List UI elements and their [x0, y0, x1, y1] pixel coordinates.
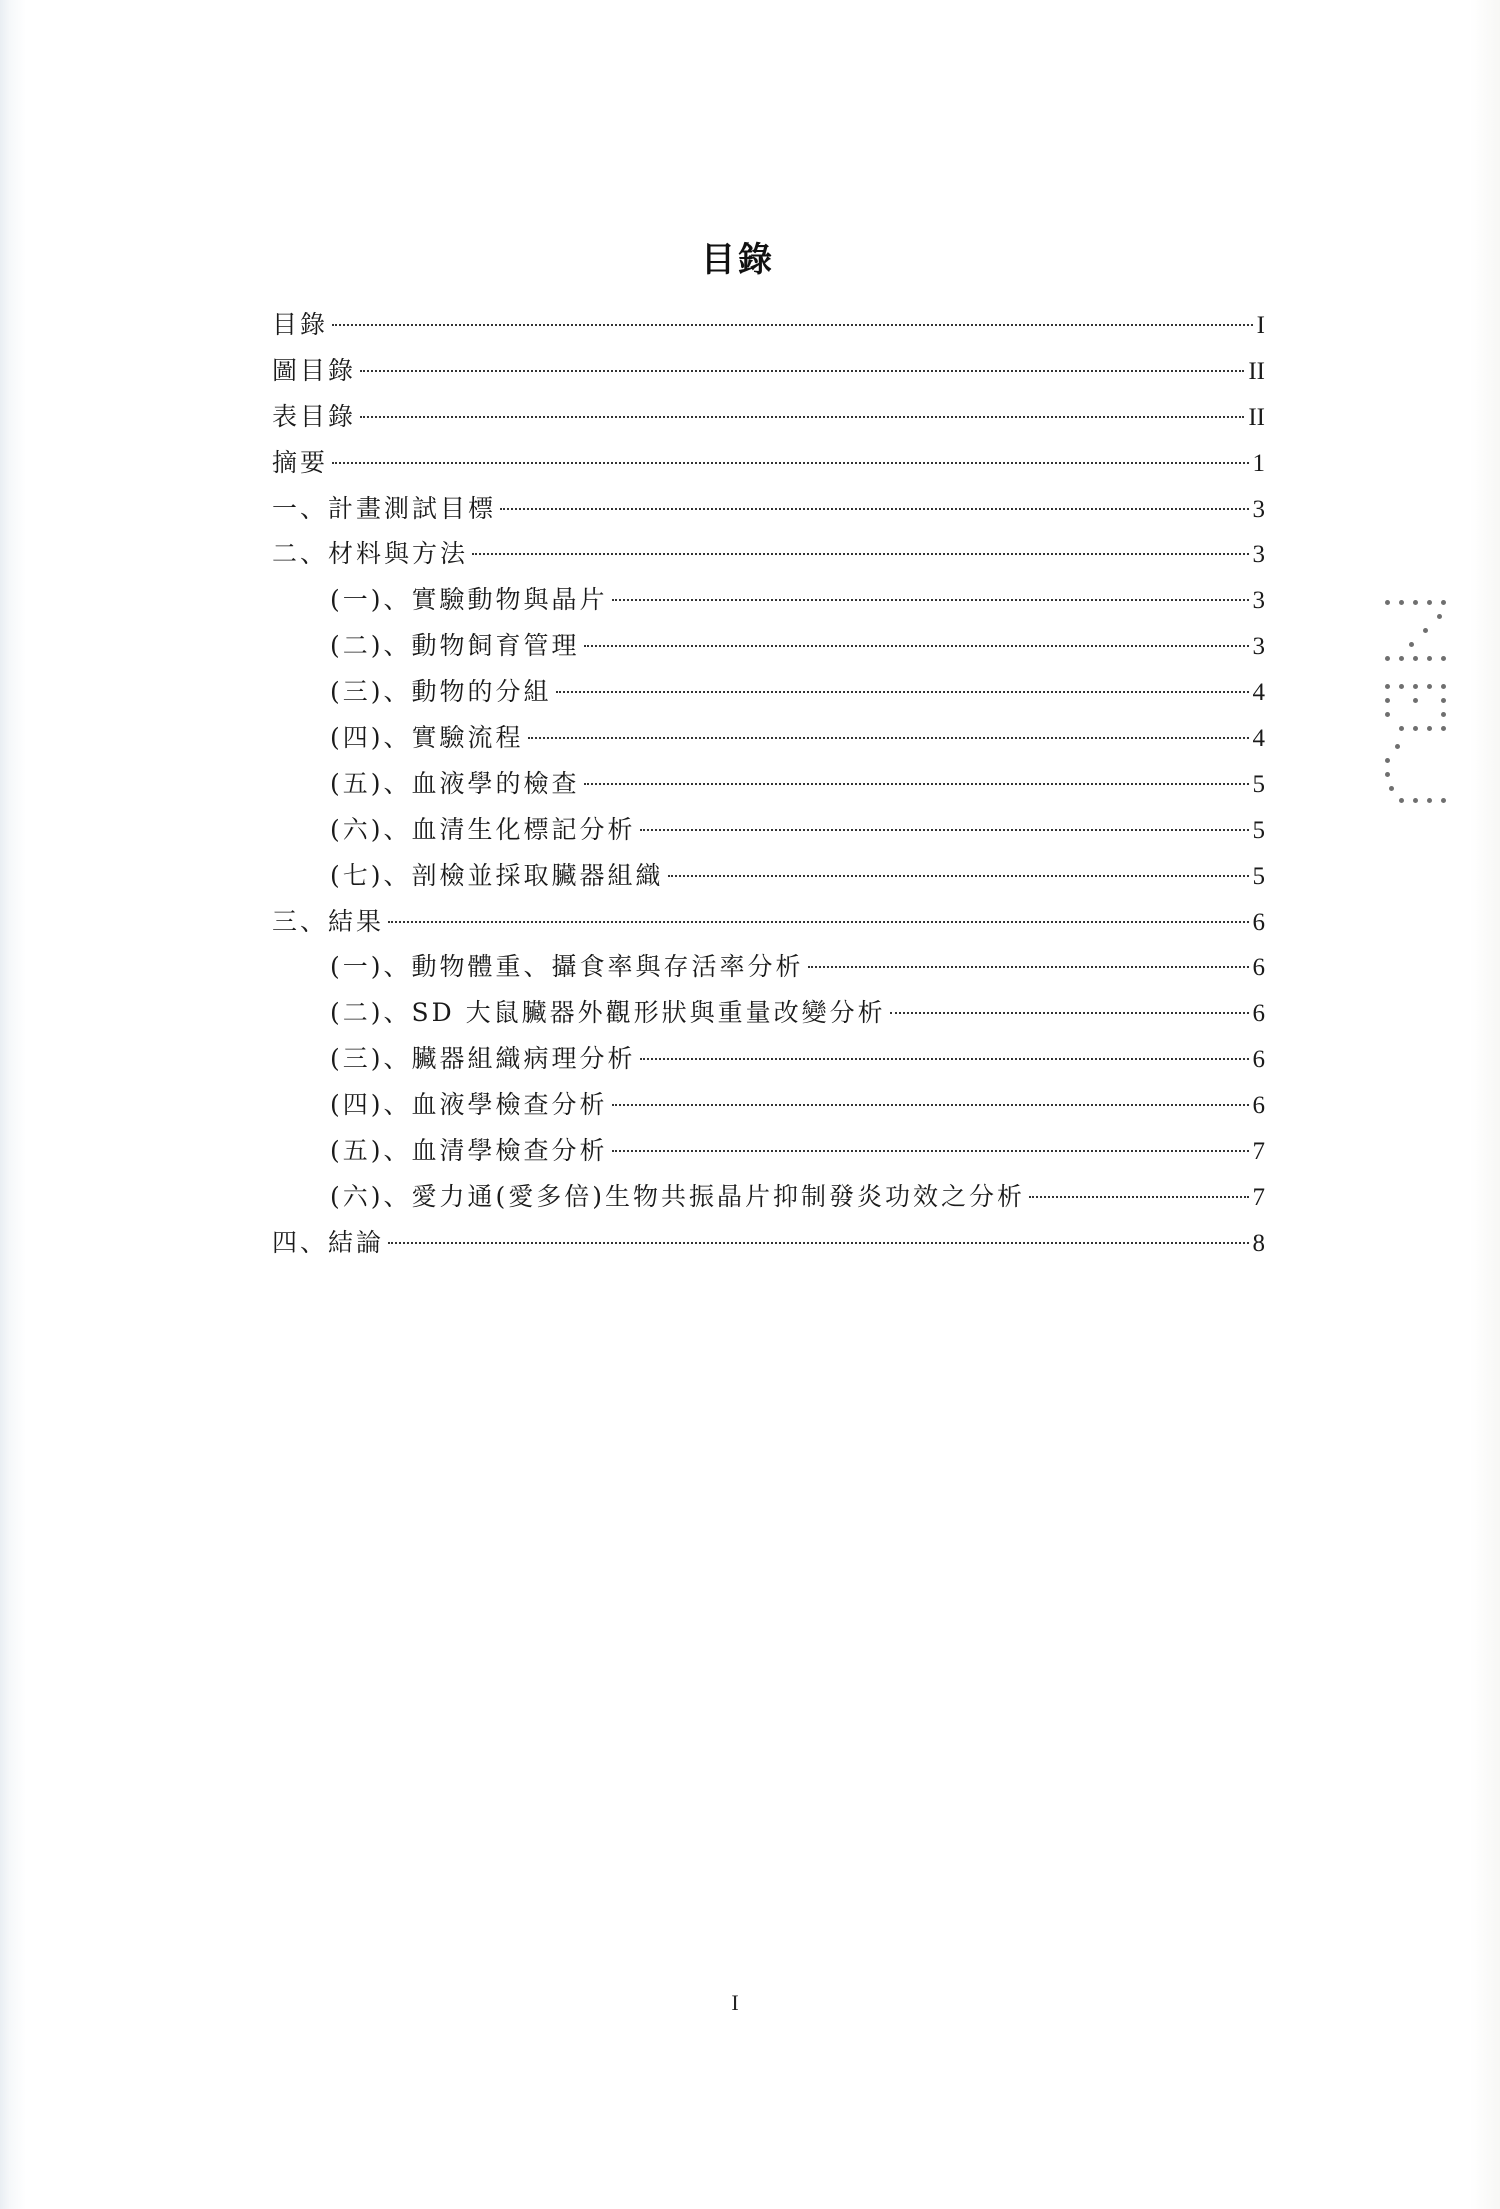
toc-entry-page: 3 — [1252, 541, 1265, 569]
toc-entry-page: 3 — [1252, 587, 1265, 615]
toc-entry-text: 一、計畫測試目標 — [272, 493, 497, 523]
perforation-dot — [1413, 726, 1418, 731]
toc-entry-text: (三)、動物的分組 — [330, 677, 552, 707]
toc-entry-text: (七)、剖檢並採取臟器組織 — [330, 860, 664, 890]
perforation-dot — [1413, 656, 1418, 661]
perforation-dot — [1399, 798, 1404, 803]
toc-entry-text: (五)、血液學的檢查 — [330, 768, 580, 798]
toc-entry — [272, 899, 1265, 945]
toc-subentry — [272, 1082, 1265, 1128]
toc-dot-leader — [360, 370, 1244, 372]
toc-dot-leader — [332, 324, 1253, 326]
toc-subentry — [272, 761, 1265, 807]
toc-entry-text: 圖目錄 — [272, 355, 357, 385]
toc-entry-page: 6 — [1252, 954, 1265, 982]
toc-entry-text: 四、結論 — [272, 1227, 385, 1257]
toc-entry-page: II — [1248, 403, 1265, 431]
perforation-dot — [1427, 798, 1432, 803]
toc-subentry — [272, 1128, 1265, 1174]
toc-entry-text: (四)、實驗流程 — [330, 723, 524, 753]
perforation-dot — [1385, 712, 1390, 717]
toc-dot-leader — [360, 416, 1244, 418]
page-number: I — [731, 1990, 739, 2015]
perforation-dot — [1385, 656, 1390, 661]
toc-subentry — [272, 577, 1265, 623]
toc-dot-leader — [612, 1150, 1249, 1152]
toc-entry — [272, 486, 1265, 532]
toc-entry — [272, 302, 1265, 348]
perforation-mark — [1385, 600, 1475, 860]
toc-entry-page: 6 — [1252, 908, 1265, 936]
perforation-dot — [1409, 642, 1414, 647]
toc-entry-page: 8 — [1252, 1229, 1265, 1257]
perforation-dot — [1427, 684, 1432, 689]
toc-entry-page: 7 — [1252, 1138, 1265, 1166]
perforation-dot — [1441, 726, 1446, 731]
toc-entry-page: 3 — [1252, 495, 1265, 523]
toc-entry-page: 1 — [1252, 449, 1265, 477]
toc-subentry — [272, 990, 1265, 1036]
perforation-dot — [1437, 614, 1442, 619]
toc-entry-page: 5 — [1252, 770, 1265, 798]
toc-entry-page: 6 — [1252, 1092, 1265, 1120]
toc-entry-page: II — [1248, 357, 1265, 385]
toc-dot-leader — [332, 462, 1248, 464]
perforation-dot — [1413, 600, 1418, 605]
perforation-dot — [1413, 684, 1418, 689]
toc-entry-text: (六)、血清生化標記分析 — [330, 814, 636, 844]
toc-dot-leader — [584, 783, 1249, 785]
toc-entry-text: (一)、動物體重、攝食率與存活率分析 — [330, 952, 804, 982]
toc-subentry — [272, 715, 1265, 761]
toc-dot-leader — [668, 875, 1249, 877]
toc-entry — [272, 348, 1265, 394]
perforation-dot — [1399, 600, 1404, 605]
toc-dot-leader — [388, 921, 1248, 923]
toc-entry-text: 二、材料與方法 — [272, 539, 469, 569]
toc-subentry — [272, 1036, 1265, 1082]
perforation-dot — [1441, 600, 1446, 605]
perforation-dot — [1427, 600, 1432, 605]
perforation-dot — [1385, 772, 1390, 777]
perforation-dot — [1385, 684, 1390, 689]
toc-entry-text: (六)、愛力通(愛多倍)生物共振晶片抑制發炎功效之分析 — [330, 1181, 1026, 1211]
toc-dot-leader — [808, 966, 1249, 968]
toc-entry-text: (二)、動物飼育管理 — [330, 631, 580, 661]
table-of-contents — [272, 302, 1265, 1266]
toc-entry-page: 5 — [1252, 862, 1265, 890]
perforation-dot — [1413, 698, 1418, 703]
toc-entry-page: 5 — [1252, 816, 1265, 844]
perforation-dot — [1441, 684, 1446, 689]
toc-dot-leader — [612, 1104, 1249, 1106]
toc-entry — [272, 531, 1265, 577]
toc-subentry — [272, 623, 1265, 669]
toc-entry — [272, 394, 1265, 440]
perforation-dot — [1399, 726, 1404, 731]
perforation-dot — [1399, 656, 1404, 661]
toc-dot-leader — [640, 1058, 1249, 1060]
perforation-dot — [1399, 684, 1404, 689]
toc-dot-leader — [1029, 1196, 1248, 1198]
toc-dot-leader — [472, 553, 1248, 555]
toc-entry-page: 4 — [1252, 725, 1265, 753]
toc-dot-leader — [584, 645, 1249, 647]
perforation-dot — [1385, 600, 1390, 605]
toc-entry-text: 表目錄 — [272, 401, 357, 431]
toc-subentry — [272, 807, 1265, 853]
perforation-dot — [1423, 628, 1428, 633]
toc-dot-leader — [556, 691, 1249, 693]
perforation-dot — [1385, 758, 1390, 763]
toc-entry-page: 3 — [1252, 633, 1265, 661]
toc-subentry — [272, 1174, 1265, 1220]
toc-entry-text: (二)、SD 大鼠臟器外觀形狀與重量改變分析 — [330, 998, 886, 1028]
toc-entry-text: 目錄 — [272, 310, 329, 339]
perforation-dot — [1441, 698, 1446, 703]
perforation-dot — [1441, 656, 1446, 661]
perforation-dot — [1427, 726, 1432, 731]
perforation-dot — [1441, 712, 1446, 717]
perforation-dot — [1395, 744, 1400, 749]
toc-dot-leader — [500, 508, 1248, 510]
toc-entry-page: 7 — [1252, 1183, 1265, 1211]
perforation-dot — [1441, 798, 1446, 803]
perforation-dot — [1427, 656, 1432, 661]
page-title: 目錄 — [701, 240, 775, 280]
toc-entry — [272, 440, 1265, 486]
toc-dot-leader — [640, 829, 1249, 831]
toc-entry-text: 摘要 — [272, 447, 329, 477]
toc-entry-page: 6 — [1252, 1000, 1265, 1028]
toc-entry-page: 6 — [1252, 1046, 1265, 1074]
toc-entry — [272, 1220, 1265, 1266]
perforation-dot — [1389, 786, 1394, 791]
toc-subentry — [272, 944, 1265, 990]
toc-entry-text: (一)、實驗動物與晶片 — [330, 585, 608, 615]
toc-entry-page: 4 — [1252, 679, 1265, 707]
toc-dot-leader — [528, 737, 1249, 739]
toc-entry-text: (四)、血液學檢查分析 — [330, 1090, 608, 1120]
toc-dot-leader — [388, 1242, 1248, 1244]
perforation-dot — [1385, 698, 1390, 703]
toc-dot-leader — [612, 599, 1249, 601]
toc-entry-text: 三、結果 — [272, 906, 385, 936]
toc-subentry — [272, 669, 1265, 715]
toc-dot-leader — [890, 1012, 1249, 1014]
toc-subentry — [272, 853, 1265, 899]
toc-entry-text: (五)、血清學檢查分析 — [330, 1136, 608, 1166]
perforation-dot — [1413, 798, 1418, 803]
toc-entry-text: (三)、臟器組織病理分析 — [330, 1044, 636, 1074]
toc-entry-page: I — [1256, 312, 1265, 339]
